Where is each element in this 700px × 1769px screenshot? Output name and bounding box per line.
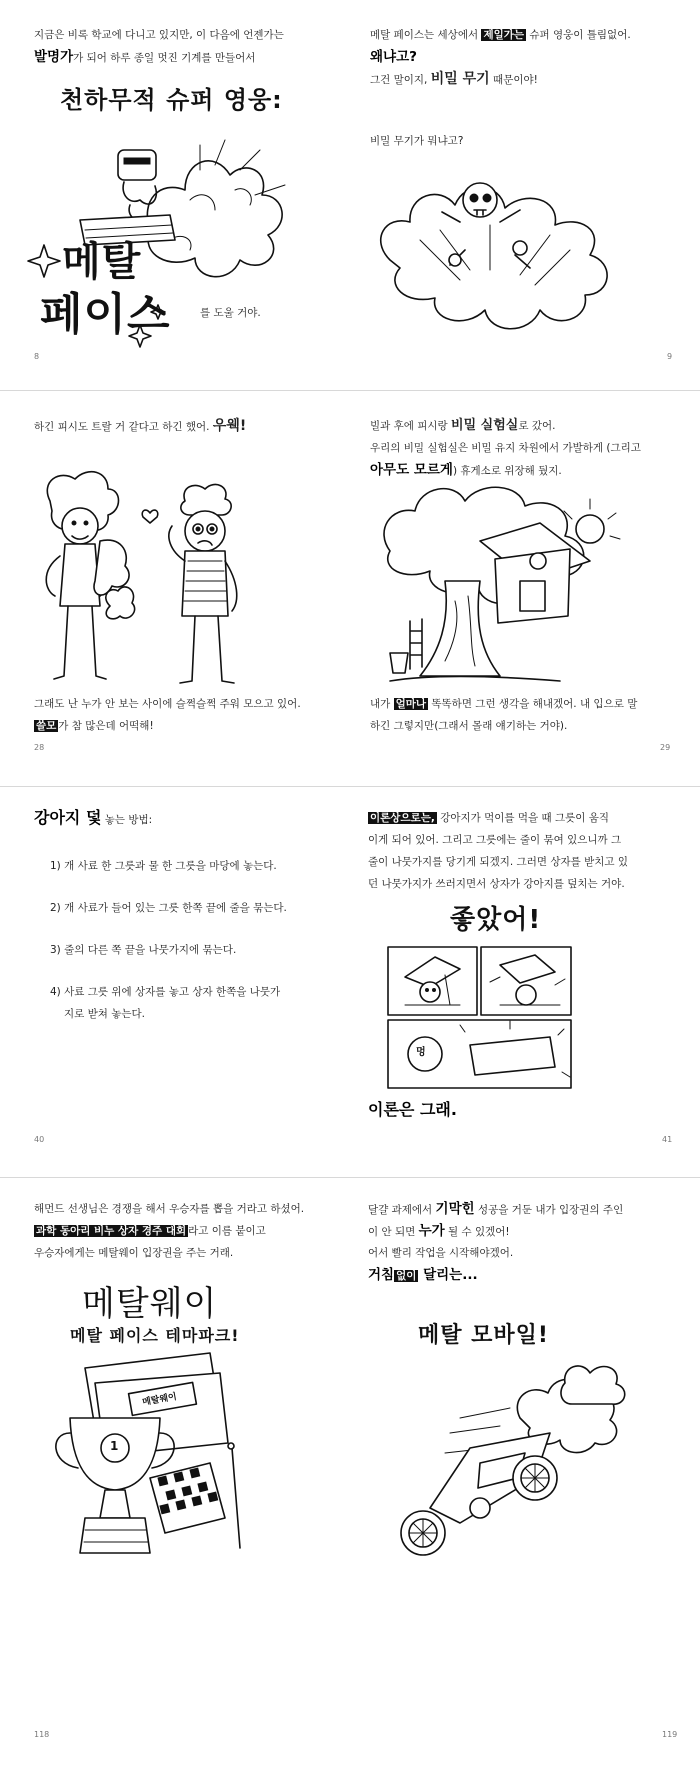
text-line: 이 안 되면 누가 될 수 있겠어! bbox=[368, 1223, 510, 1239]
step-item: 3) 줄의 다른 쪽 끝을 나뭇가지에 묶는다. bbox=[50, 944, 237, 956]
spread-4 bbox=[0, 1178, 700, 1769]
secret-weapon-cloud-illustration bbox=[350, 0, 700, 390]
text-line: 빌과 후에 피시랑 비밀 실험실로 갔어. bbox=[370, 418, 556, 433]
section-title: 강아지 덫 놓는 방법: bbox=[34, 808, 153, 827]
text-line: 메탈 페이스는 세상에서 제일가는 슈퍼 영웅이 틀림없어. bbox=[370, 29, 631, 41]
ticket-label: 메탈웨이 bbox=[141, 1392, 178, 1408]
text-line: 이게 되어 있어. 그리고 그릇에는 줄이 묶여 있으니까 그 bbox=[368, 834, 622, 846]
step-item: 1) 개 사료 한 그릇과 물 한 그릇을 마당에 놓는다. bbox=[50, 860, 277, 872]
page-number: 28 bbox=[34, 743, 45, 752]
step-item: 2) 개 사료가 들어 있는 그릇 한쪽 끝에 줄을 묶는다. bbox=[50, 902, 287, 914]
page-number: 29 bbox=[660, 743, 671, 752]
text-line: 쓸모 가 참 많은데 어떡해! bbox=[36, 720, 154, 732]
trophy-number: 1 bbox=[110, 1439, 119, 1453]
page-number: 119 bbox=[662, 1730, 678, 1739]
text-line: 아무도 모르게) 휴게소로 위장해 뒀지. bbox=[370, 462, 562, 478]
text-line: 거침 없이 달리는... bbox=[368, 1267, 478, 1283]
spread-3 bbox=[0, 787, 700, 1177]
text-line: 비밀 무기가 뭐냐고? bbox=[370, 135, 464, 147]
page-number: 118 bbox=[34, 1730, 50, 1739]
brand-subtitle: 메탈 페이스 테마파크! bbox=[70, 1326, 240, 1345]
step-item: 지로 받쳐 놓는다. bbox=[64, 1008, 146, 1020]
page-number: 41 bbox=[662, 1135, 673, 1144]
brand-title: 메탈웨이 bbox=[82, 1284, 218, 1324]
step-item: 4) 사료 그릇 위에 상자를 놓고 상자 한쪽을 나뭇가 bbox=[50, 986, 281, 998]
page-9 bbox=[350, 0, 700, 390]
page-118 bbox=[0, 1178, 350, 1769]
text-line: 하긴 피시도 트랄 거 같다고 하긴 했어. 우웩! bbox=[34, 418, 247, 434]
text-line: 하긴 그렇지만(그래서 몰래 얘기하는 거야). bbox=[370, 720, 568, 732]
page-28 bbox=[0, 391, 350, 786]
hero-name-line1: 메탈 bbox=[62, 239, 142, 285]
text-line: 과학 동아리 비누 상자 경주 대회 라고 이름 붙이고 bbox=[36, 1225, 266, 1237]
trophy-illustration bbox=[0, 1178, 350, 1769]
text-line: 그건 말이지, 비밀 무기 때문이야! bbox=[370, 71, 538, 87]
page-119 bbox=[350, 1178, 700, 1769]
text-line: 를 도울 거야. bbox=[200, 307, 261, 319]
spread-2 bbox=[0, 391, 700, 786]
text-line: 어서 빨리 작업을 시작해야겠어. bbox=[368, 1247, 514, 1259]
page-8 bbox=[0, 0, 350, 390]
text-line: 지금은 비록 학교에 다니고 있지만, 이 다음에 언젠가는 bbox=[34, 29, 284, 41]
page-number: 8 bbox=[34, 352, 40, 361]
text-line: 줄이 나뭇가지를 당기게 되겠지. 그러면 상자를 받치고 있 bbox=[368, 856, 628, 868]
text-line: 우승자에게는 메탈웨이 입장권을 주는 거래. bbox=[34, 1247, 234, 1259]
page-40 bbox=[0, 787, 350, 1177]
hero-name-line2: 페이스 bbox=[40, 289, 171, 340]
page-41 bbox=[350, 787, 700, 1177]
metal-mobile-illustration bbox=[350, 1178, 700, 1769]
text-line: 던 나뭇가지가 쓰러지면서 상자가 강아지를 덮치는 거야. bbox=[368, 878, 625, 890]
headline: 천하무적 슈퍼 영웅: bbox=[60, 86, 283, 114]
page-number: 40 bbox=[34, 1135, 45, 1144]
panel-tag: 멍 bbox=[416, 1047, 426, 1058]
text-line: 발명가가 되어 하루 종일 멋진 기계를 만들어서 bbox=[34, 49, 256, 65]
text-line: 달걀 과제에서 기막힌 성공을 거둔 내가 입장권의 주인 bbox=[368, 1201, 624, 1217]
headline: 메탈 모바일! bbox=[418, 1323, 549, 1348]
page-number: 9 bbox=[667, 352, 673, 361]
spread-1 bbox=[0, 0, 700, 390]
text-line: 왜냐고? bbox=[370, 49, 417, 65]
text-line: 우리의 비밀 실험실은 비밀 유지 차원에서 가발하게 (그리고 bbox=[370, 442, 641, 454]
conclusion-text: 이론은 그래. bbox=[368, 1100, 457, 1119]
text-line: 해먼드 선생님은 경쟁을 해서 우승자를 뽑을 거라고 하셨어. bbox=[34, 1203, 305, 1215]
shout-text: 좋았어! bbox=[450, 905, 542, 935]
text-line: 그래도 난 누가 안 보는 사이에 슬쩍슬쩍 주워 모으고 있어. bbox=[34, 698, 301, 710]
text-line: 내가 얼마나 똑똑하면 그런 생각을 해내겠어. 내 입으로 말 bbox=[370, 698, 638, 710]
text-line: 이론상으로는, 강아지가 먹이를 먹을 때 그릇이 움직 bbox=[370, 812, 610, 824]
page-29 bbox=[350, 391, 700, 786]
